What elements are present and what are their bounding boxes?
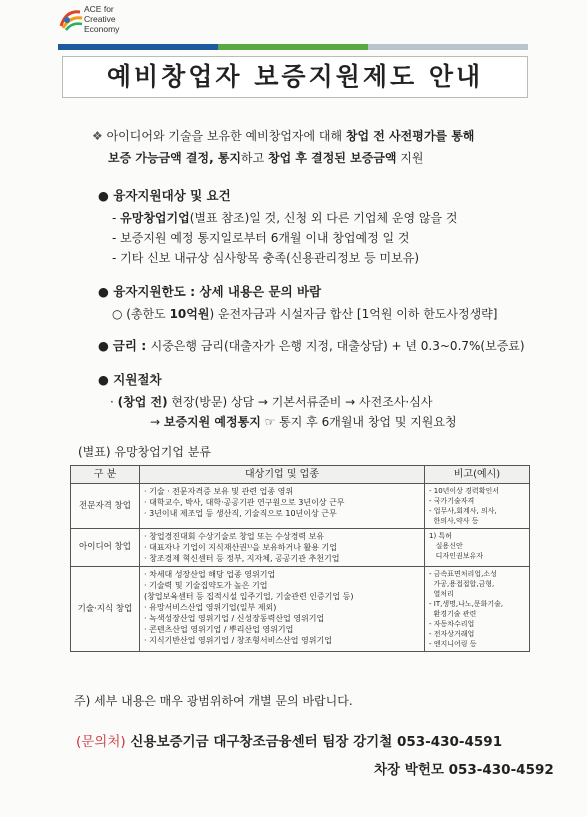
- remark-item: - 국가기술자격: [429, 497, 475, 505]
- header-bar: [58, 44, 528, 50]
- section-limit-heading: ● 융자지원한도 : 상세 내용은 문의 바람: [98, 284, 322, 299]
- bullet-icon: ●: [98, 338, 109, 353]
- row-item: · 기술 · 전문자격증 보유 및 관련 업종 영위: [144, 487, 294, 496]
- row-remarks: [425, 567, 530, 652]
- table-row: [71, 529, 530, 567]
- row-category: 전문자격 창업: [71, 484, 140, 529]
- row-item: · 기술력 및 기술집약도가 높은 기업: [144, 581, 268, 590]
- row-item: · 대표자나 기업이 지식재산권¹⁾을 보유하거나 활용 기업: [144, 543, 337, 552]
- bullet-icon: ●: [98, 372, 109, 387]
- row-item: · 녹색성장산업 영위기업 / 신성장동력산업 영위기업: [144, 614, 325, 623]
- watermark: [218, 370, 388, 390]
- table-title: (별표) 유망창업기업 분류: [78, 445, 211, 459]
- remark-item: 디자인권보유자: [429, 552, 484, 560]
- row-item: · 지식기반산업 영위기업 / 창조형서비스산업 영위기업: [144, 636, 332, 645]
- remark-item: - 업무사,회계사, 의사,: [429, 507, 497, 515]
- row-category: 기술·지식 창업: [71, 567, 140, 652]
- row-item: · 차세대 성장산업 해당 업종 영위기업: [144, 570, 276, 579]
- remark-item: 열처리: [429, 590, 454, 598]
- row-category: 아이디어 창업: [71, 529, 140, 567]
- limit-item-1: ○ (총한도 10억원) 운전자금과 시설자금 합산 [1억원 이하 한도사정생략]: [112, 307, 498, 321]
- intro-line1: ❖ 아이디어와 기술을 보유한 예비창업자에 대해 창업 전 사전평가를 통해: [92, 129, 475, 143]
- classification-table: [70, 465, 530, 652]
- bullet-icon: ●: [98, 284, 109, 299]
- row-item: · 유망서비스산업 영위기업(일부 제외): [144, 603, 277, 612]
- table-header-row: [71, 466, 530, 484]
- row-item: · 대학교수, 박사, 대학·공공기관 연구원으로 3년이상 근무: [144, 498, 345, 507]
- table-note: 주) 세부 내용은 매우 광범위하여 개별 문의 바랍니다.: [74, 694, 353, 708]
- eligibility-item-1: - 유망창업기업(별표 참조)일 것, 신청 외 다른 기업체 운영 않을 것: [112, 211, 458, 225]
- contact-org: 신용보증기금 대구창조금융센터 팀장 강기철 053-430-4591: [125, 734, 503, 750]
- procedure-line1: · (창업 전) 현장(방문) 상담 → 기본서류준비 → 사전조사·심사: [110, 395, 433, 409]
- header-remarks: 비고(예시): [425, 466, 530, 484]
- section-interest: ● 금리 : 시중은행 금리(대출자가 은행 지정, 대출상담) + 년 0.3~0.7%(보증료): [98, 338, 525, 353]
- row-items: [140, 567, 425, 652]
- eligibility-item-3: - 기타 신보 내규상 심사항목 충족(신용관리정보 등 미보유): [112, 251, 420, 265]
- row-items: [140, 529, 425, 567]
- title-box: [62, 56, 528, 98]
- contact-line2: 차장 박헌모 053-430-4592: [374, 762, 554, 778]
- logo: [58, 4, 148, 40]
- remark-item: 한의사,약사 등: [429, 517, 479, 525]
- logo-swirl-icon: [58, 6, 84, 34]
- eligibility-item-2: - 보증지원 예정 통지일로부터 6개월 이내 창업예정 일 것: [112, 231, 410, 245]
- contact-label: (문의처): [76, 734, 126, 750]
- remark-item: 1) 특허: [429, 532, 452, 540]
- remark-item: - 전자상거래업: [429, 630, 475, 638]
- row-item: · 3년이내 제조업 등 생산직, 기술직으로 10년이상 근무: [144, 509, 337, 518]
- row-item: · 창업경진대회 수상기술로 창업 또는 수상경력 보유: [144, 532, 325, 541]
- remark-item: - 10년이상 경력확인서: [429, 487, 499, 495]
- table-row: [71, 484, 530, 529]
- contact-line1: [76, 733, 502, 751]
- remark-item: 실용신안: [429, 542, 463, 550]
- logo-line2: Creative: [84, 14, 116, 24]
- row-items: [140, 484, 425, 529]
- row-item: (창업보육센터 등 집적시설 입주기업, 기술관련 인증기업 등): [144, 592, 354, 601]
- remark-item: - IT,생명,나노,문화기술,: [429, 600, 504, 608]
- row-remarks: [425, 484, 530, 529]
- header-category: 구 분: [71, 466, 140, 484]
- remark-item: 환경기술 관련: [429, 610, 477, 618]
- procedure-line2: → 보증지원 예정통지 ☞ 통지 후 6개월내 창업 및 지원요청: [150, 415, 457, 429]
- header-target: 대상기업 및 업종: [140, 466, 425, 484]
- bullet-icon: ●: [98, 188, 109, 203]
- diamond-icon: ❖: [92, 129, 103, 143]
- remark-item: 가공,용접접합,금형,: [429, 580, 495, 588]
- remark-item: - 엔지니어링 등: [429, 640, 477, 648]
- logo-line3: Economy: [84, 24, 120, 34]
- row-item: · 창조경제 혁신센터 등 정부, 지자체, 공공기관 추천기업: [144, 554, 340, 563]
- intro-line2: 보증 가능금액 결정, 통지하고 창업 후 결정된 보증금액 지원: [108, 151, 424, 165]
- section-procedure-heading: ● 지원절차: [98, 372, 162, 387]
- row-remarks: [425, 529, 530, 567]
- table-row: [71, 567, 530, 652]
- remark-item: - 금속표면처리업,소성: [429, 570, 497, 578]
- section-eligibility-heading: ● 융자지원대상 및 요건: [98, 188, 231, 203]
- page-title: 예비창업자 보증지원제도 안내: [106, 62, 484, 91]
- logo-line1: ACE for: [84, 4, 114, 14]
- row-item: · 콘텐츠산업 영위기업 / 뿌리산업 영위기업: [144, 625, 294, 634]
- remark-item: - 자동차수리업: [429, 620, 475, 628]
